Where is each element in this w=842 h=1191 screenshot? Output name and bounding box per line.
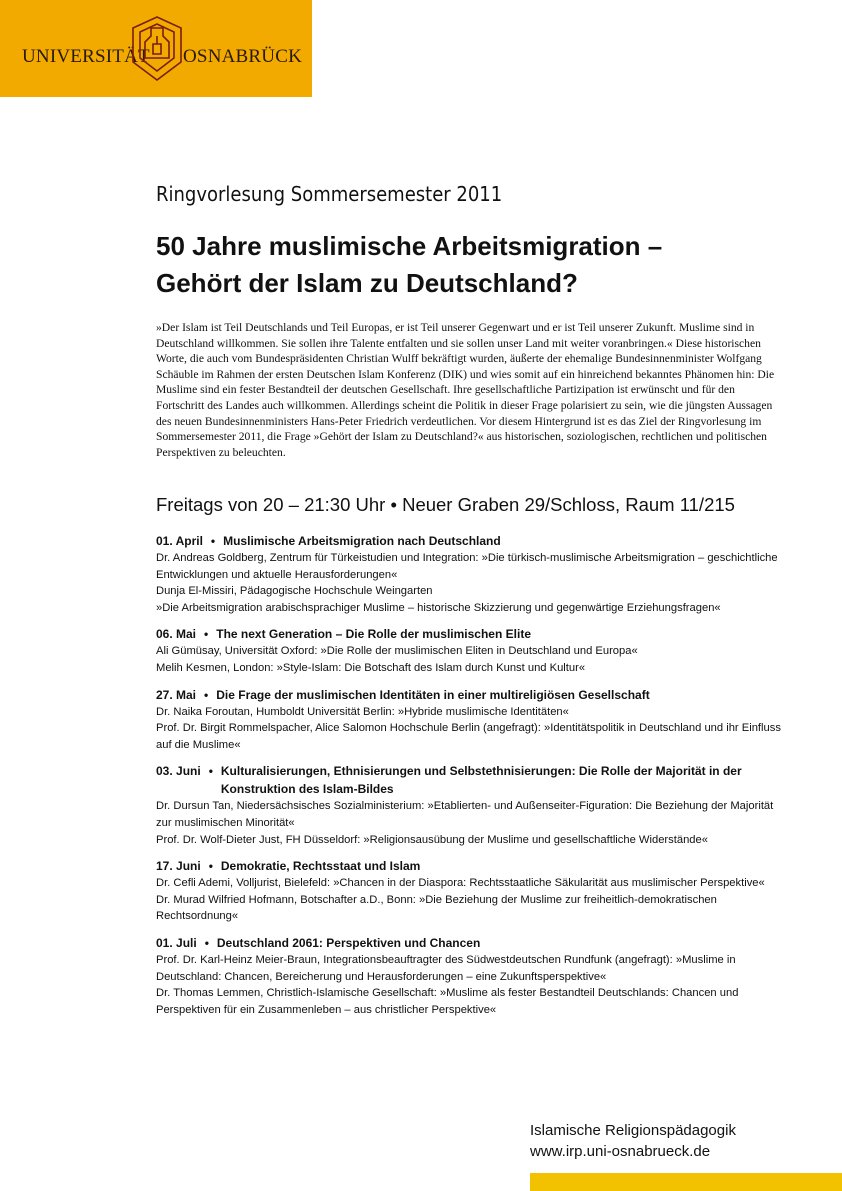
- footer: [530, 1120, 736, 1162]
- title-line: Gehört der Islam zu Deutschland?: [156, 268, 578, 298]
- talk: Dr. Andreas Goldberg, Zentrum für Türkeistudien und Integration: »Die türkisch-muslimische Arbeitsmigration – geschichtliche Entwicklungen und aktuelle Herausforderungen«: [156, 552, 778, 581]
- lecture-series-subtitle: Ringvorlesung Sommersemester 2011: [156, 182, 503, 206]
- talk: Dr. Cefli Ademi, Volljurist, Bielefeld: »Chancen in der Diaspora: Rechtsstaatliche Säkularität aus muslimischer Perspektive«: [156, 877, 765, 890]
- footer-bar: [530, 1173, 842, 1191]
- session: [156, 934, 781, 1018]
- session-topic: Deutschland 2061: Perspektiven und Chancen: [216, 935, 481, 950]
- talk: Dr. Murad Wilfried Hofmann, Botschafter a.D., Bonn: »Die Beziehung der Muslime zur freiheitlich-demokratischen Rechtsordnung«: [156, 893, 717, 923]
- session-date: 27. Mai: [156, 687, 197, 702]
- session-date: 01. Juli: [156, 935, 197, 950]
- logo-text-left: UNIVERSITÄT: [22, 46, 150, 67]
- session-heading: [156, 934, 781, 952]
- session-topic: Muslimische Arbeitsmigration nach Deutschland: [223, 534, 501, 548]
- session: [156, 857, 781, 925]
- session: [156, 625, 781, 676]
- bullet: •: [204, 627, 209, 642]
- talk: Dr. Naika Foroutan, Humboldt Universität Berlin: »Hybride muslimische Identitäten«: [156, 705, 569, 718]
- university-crest-icon: [129, 14, 185, 84]
- talk: Dr. Dursun Tan, Niedersächsisches Sozialministerium: »Etablierten- und Außenseiter-Figuration: Die Beziehung der Majorität zur muslimischen Minorität«: [156, 800, 774, 829]
- session-date: 01. April: [156, 534, 203, 548]
- university-logo: [0, 0, 312, 97]
- footer-department: Islamische Religionspädagogik: [530, 1122, 736, 1139]
- session-date: 06. Mai: [156, 627, 197, 642]
- title-line: 50 Jahre muslimische Arbeitsmigration –: [156, 231, 663, 261]
- session: [156, 686, 781, 754]
- footer-url[interactable]: www.irp.uni-osnabrueck.de: [530, 1143, 711, 1160]
- bullet: •: [208, 764, 213, 779]
- talk: Prof. Dr. Birgit Rommelspacher, Alice Salomon Hochschule Berlin (angefragt): »Identitätspolitik in Deutschland und ihr Einfluss auf die Muslime«: [156, 722, 781, 751]
- session-date: 03. Juni: [156, 764, 201, 779]
- bullet: •: [204, 935, 209, 950]
- bullet: •: [210, 534, 216, 548]
- intro-paragraph: »Der Islam ist Teil Deutschlands und Teil Europas, er ist Teil unserer Gegenwart und er ist Teil unserer Zukunft. Muslime sind in Deutschland willkommen. Sie sollen ihre Talente entfalten und sie sollen unser Land mit weiter voranbringen.« Diese historischen Worte, die auch vom Bundespräsidenten Christian Wulff bekräftigt wurden, äußerte der ehemalige Bundesinnenminister Wolfgang Schäuble im Rahmen der ersten Deutschen Islam Konferenz (DIK) und wies somit auf ein hinreichend bekanntes Phänomen hin: Die Muslime sind ein fester Bestandteil der deutschen Gesellschaft. Ihre gesellschaftliche Partizipation ist erwünscht und für den Fortschritt des Landes auch willkommen. Allerdings scheint die Politik in dieser Frage polarisiert zu sein, wie die jüngsten Aussagen des neuen Bundesinnenministers Hans-Peter Friedrich verdeutlichen. Vor diesem Hintergrund ist es das Ziel der Ringvorlesung im Sommersemester 2011, die Frage »Gehört der Islam zu Deutschland?« aus historischen, soziologischen, rechtlichen und politischen Perspektiven zu beleuchten.: [156, 321, 775, 459]
- session-topic: Die Frage der muslimischen Identitäten in einer multireligiösen Gesellschaft: [216, 687, 650, 702]
- talk: Ali Gümüsay, Universität Oxford: »Die Rolle der muslimischen Eliten in Deutschland und Europa«: [156, 645, 638, 658]
- session-heading: [156, 857, 781, 875]
- talk: Prof. Dr. Karl-Heinz Meier-Braun, Integrationsbeauftragter des Südwestdeutschen Rundfunk (angefragt): »Muslime in Deutschland: Chancen, Bereicherung und Herausforderungen – eine Zukunftsperspektive«: [156, 953, 736, 983]
- session: [156, 532, 781, 616]
- bullet: •: [204, 687, 209, 702]
- talk: »Die Arbeitsmigration arabischsprachiger Muslime – historische Skizzierung und gegenwärtige Erziehungsfragen«: [156, 601, 721, 614]
- logo-text-right: OSNABRÜCK: [183, 46, 302, 67]
- page-title: [156, 228, 796, 302]
- session-topic: Demokratie, Rechtsstaat und Islam: [220, 859, 421, 874]
- talk: Melih Kesmen, London: »Style-Islam: Die Botschaft des Islam durch Kunst und Kultur«: [156, 661, 586, 674]
- session: [156, 762, 781, 848]
- schedule-location: Freitags von 20 – 21:30 Uhr • Neuer Graben 29/Schloss, Raum 11/215: [156, 494, 735, 515]
- session-heading: [156, 532, 781, 550]
- bullet: •: [208, 859, 213, 874]
- talk: Dr. Thomas Lemmen, Christlich-Islamische Gesellschaft: »Muslime als fester Bestandteil Deutschlands: Chancen und Perspektiven für ein Zusammenleben – aus christlicher Perspektive«: [156, 987, 739, 1016]
- session-topic: The next Generation – Die Rolle der muslimischen Elite: [216, 627, 531, 642]
- session-heading: [156, 762, 781, 798]
- session-heading: [156, 625, 781, 643]
- program-list: [156, 532, 781, 1027]
- talk: Prof. Dr. Wolf-Dieter Just, FH Düsseldorf: »Religionsausübung der Muslime und gesellschaftliche Widerstände«: [156, 833, 708, 846]
- session-topic: Kulturalisierungen, Ethnisierungen und Selbstethnisierungen: Die Rolle der Majorität in der Konstruktion des Islam-Bildes: [220, 764, 742, 797]
- session-heading: [156, 686, 781, 704]
- session-date: 17. Juni: [156, 859, 201, 874]
- talk: Dunja El-Missiri, Pädagogische Hochschule Weingarten: [156, 585, 433, 598]
